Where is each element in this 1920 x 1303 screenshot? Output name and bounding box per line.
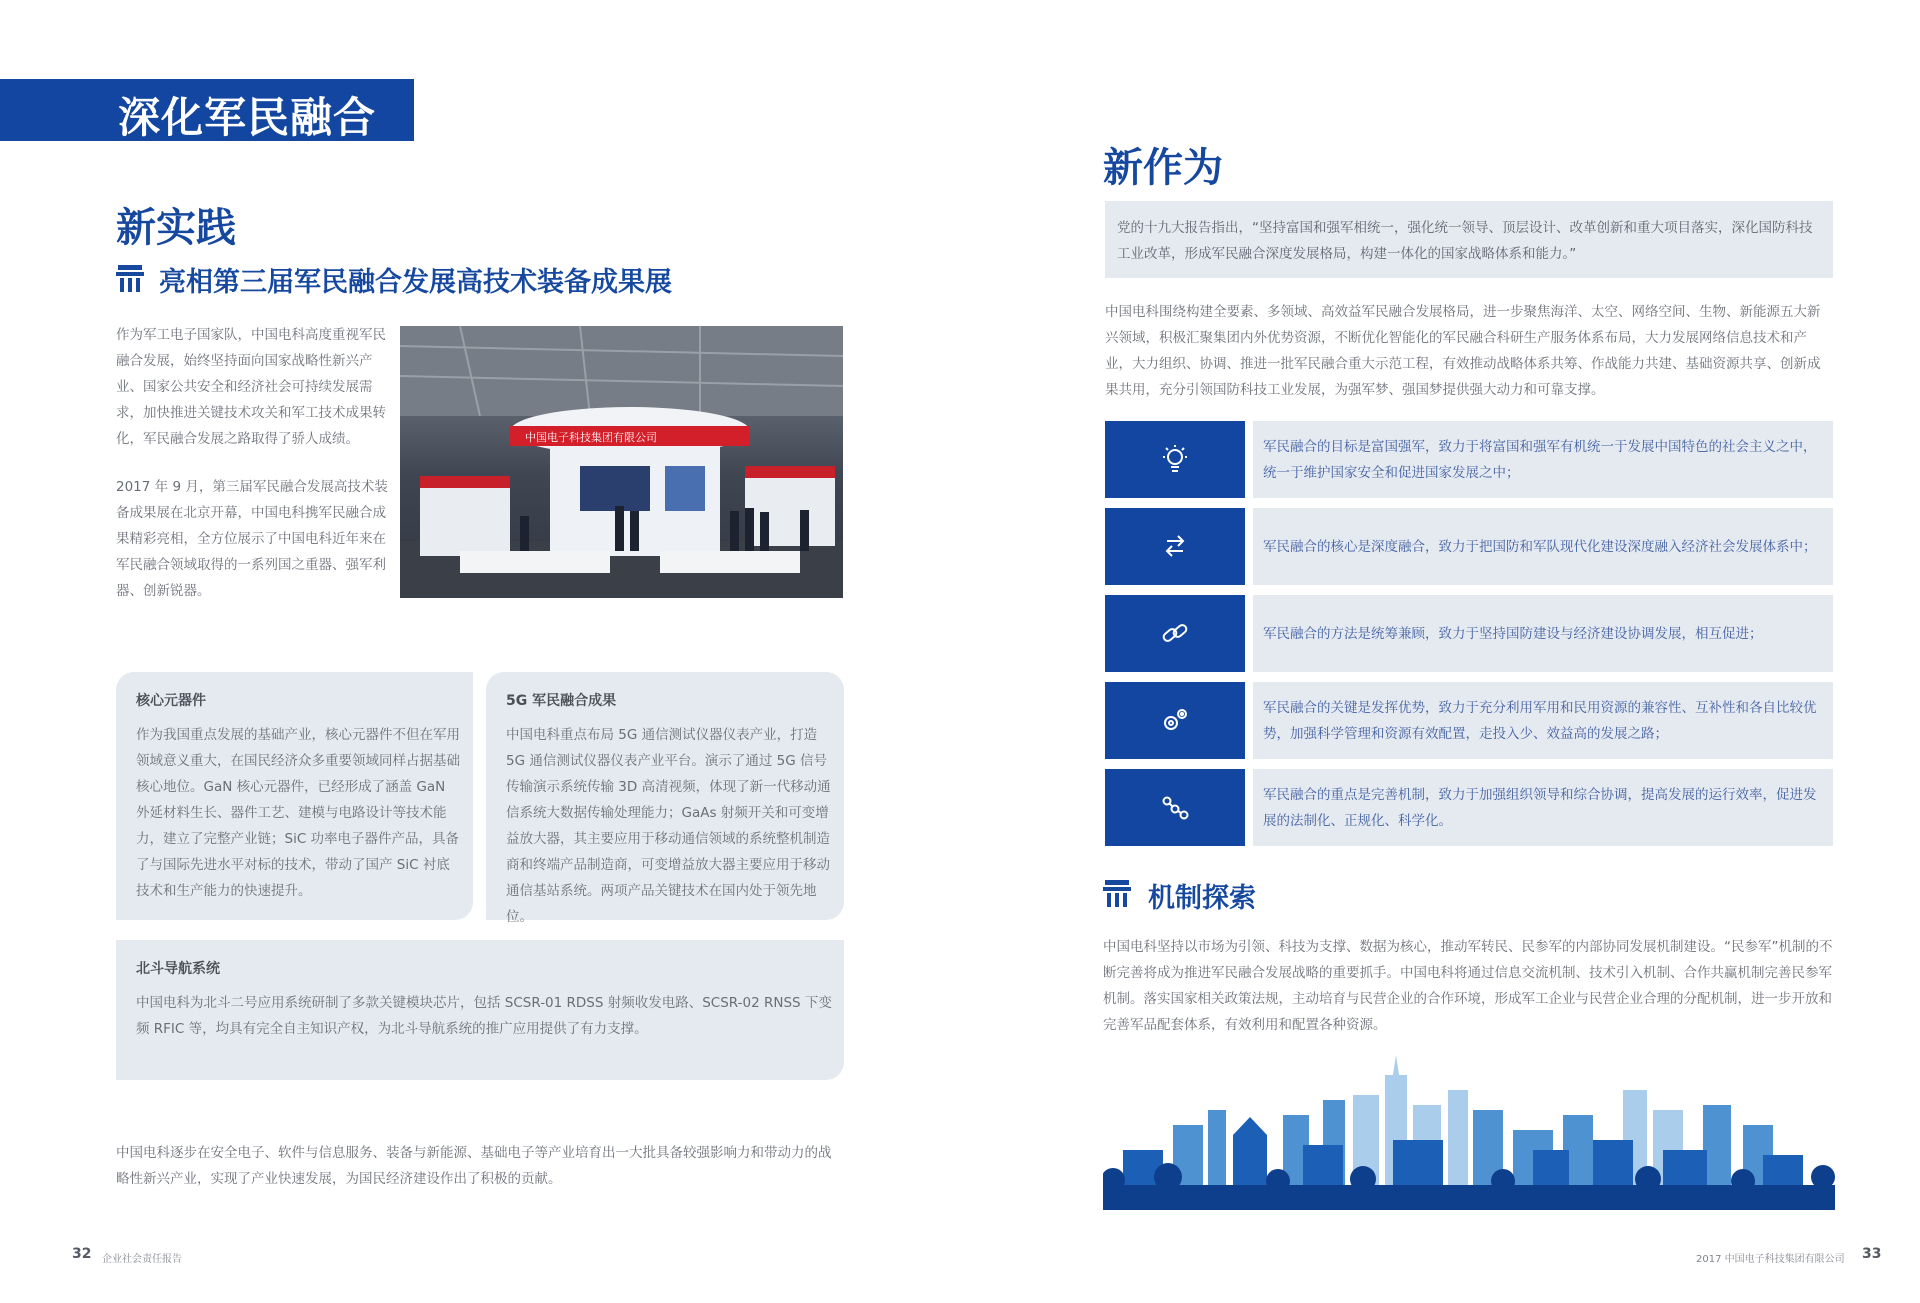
section-banner [0,79,414,141]
lightbulb-icon [1159,443,1191,475]
card-5g-title: 5G 军民融合成果 [506,693,617,709]
point-text: 军民融合的方法是统筹兼顾，致力于坚持国防建设与经济建设协调发展，相互促进； [1263,625,1763,642]
exhibition-photo [400,326,843,598]
card-5g [486,672,844,925]
card-beidou-text: 中国电科为北斗二号应用系统研制了多款关键模块芯片，包括 SCSR-01 RDSS 射频收发电路、SCSR-02 RNSS 下变频 RFIC 等，均具有完全自主知识产权，为北斗导航系统的推广应用提供了有力支撑。 [136,995,832,1037]
exhibition-icon [1103,878,1131,908]
exhibition-icon [116,263,144,293]
link-icon [1159,617,1191,649]
point-row [1105,421,1833,498]
footer-label-left: 企业社会责任报告 [102,1254,182,1265]
point-text: 军民融合的核心是深度融合，致力于把国防和军队现代化建设深度融入经济社会发展体系中； [1263,538,1817,555]
subheading: 亮相第三届军民融合发展高技术装备成果展 [159,267,672,298]
card-core-text: 作为我国重点发展的基础产业，核心元器件不但在军用领域意义重大，在国民经济众多重要领域同样占据基础核心地位。GaN 核心元器件，已经形成了涵盖 GaN 外延材料生长、器件工艺、建模与电路设计等技术能力，建立了完整产业链；SiC 功率电子器件产品，具备了与国际先进水平对标的技术，带动了国产 SiC 衬底技术和生产能力的快速提升。 [136,727,460,899]
point-row [1105,508,1833,585]
swap-arrows-icon [1159,530,1191,562]
strategy-paragraph: 中国电科围绕构建全要素、多领域、高效益军民融合发展格局，进一步聚焦海洋、太空、网络空间、生物、新能源五大新兴领域，积极汇聚集团内外优势资源，不断优化智能化的军民融合科研生产服务体系布局，大力发展网络信息技术和产业，大力组织、协调、推进一批军民融合重大示范工程，有效推动战略体系共筹、作战能力共建、基础资源共享、创新成果共用，充分引领国防科技工业发展，为强军梦、强国梦提供强大动力和可靠支撑。 [1105,304,1821,398]
card-beidou-title: 北斗导航系统 [136,961,220,977]
section-title: 深化军民融合 [118,93,377,142]
point-row [1105,769,1833,846]
gears-icon [1159,704,1191,736]
card-beidou [116,940,844,1080]
point-text: 军民融合的关键是发挥优势，致力于充分利用军用和民用资源的兼容性、互补性和各自比较优势，加强科学管理和资源有效配置，走投入少、效益高的发展之路； [1263,699,1817,742]
mechanism-heading: 机制探索 [1148,883,1256,914]
card-core-components [116,672,473,920]
city-skyline-illustration [1103,1055,1835,1210]
point-text: 军民融合的目标是富国强军，致力于将富国和强军有机统一于发展中国特色的社会主义之中，统一于维护国家安全和促进国家发展之中； [1263,438,1817,481]
page-number-right: 33 [1862,1246,1882,1262]
nodes-icon [1159,791,1191,823]
point-row [1105,682,1833,759]
quote-text: 党的十九大报告指出，“坚持富国和强军相统一，强化统一领导、顶层设计、改革创新和重大项目落实，深化国防科技工业改革，形成军民融合深度发展格局，构建一体化的国家战略体系和能力。” [1117,220,1813,262]
exhibition-photo-illustration [400,326,843,598]
mechanism-paragraph: 中国电科坚持以市场为引领、科技为支撑、数据为核心，推动军转民、民参军的内部协同发展机制建设。“民参军”机制的不断完善将成为推进军民融合发展战略的重要抓手。中国电科将通过信息交流机制、技术引入机制、合作共赢机制完善民参军机制。落实国家相关政策法规，主动培育与民营企业的合作环境，形成军工企业与民营企业合理的分配机制，进一步开放和完善军品配套体系，有效利用和配置各种资源。 [1103,939,1833,1033]
point-row [1105,595,1833,672]
page-number-left: 32 [72,1246,92,1262]
point-text: 军民融合的重点是完善机制，致力于加强组织领导和综合协调，提高发展的运行效率，促进发展的法制化、正规化、科学化。 [1263,786,1817,829]
footer-label-right: 2017 中国电子科技集团有限公司 [1696,1254,1845,1265]
card-5g-text: 中国电科重点布局 5G 通信测试仪器仪表产业，打造 5G 通信测试仪器仪表产业平台。演示了通过 5G 信号传输演示系统传输 3D 高清视频，体现了新一代移动通信系统大数据传输处理能力；GaAs 射频开关和可变增益放大器，其主要应用于移动通信领域的系统整机制造商和终端产品制造商，可变增益放大器主要应用于移动通信基站系统。两项产品关键技术在国内处于领先地位。 [506,727,831,925]
card-core-title: 核心元器件 [136,693,206,709]
heading-new-action: 新作为 [1103,145,1223,191]
quote-box [1105,201,1833,278]
expo-paragraph: 2017 年 9 月，第三届军民融合发展高技术装备成果展在北京开幕，中国电科携军民融合成果精彩亮相，全方位展示了中国电科近年来在军民融合领域取得的一系列国之重器、强军利器、创新锐器。 [116,479,388,599]
closing-paragraph: 中国电科逐步在安全电子、软件与信息服务、装备与新能源、基础电子等产业培育出一大批具备较强影响力和带动力的战略性新兴产业，实现了产业快速发展，为国民经济建设作出了积极的贡献。 [116,1145,832,1187]
booth-sign: 中国电子科技集团有限公司 [525,431,657,444]
heading-new-practice: 新实践 [116,205,236,251]
intro-paragraph: 作为军工电子国家队，中国电科高度重视军民融合发展，始终坚持面向国家战略性新兴产业、国家公共安全和经济社会可持续发展需求，加快推进关键技术攻关和军工技术成果转化，军民融合发展之路取得了骄人成绩。 [116,327,386,447]
